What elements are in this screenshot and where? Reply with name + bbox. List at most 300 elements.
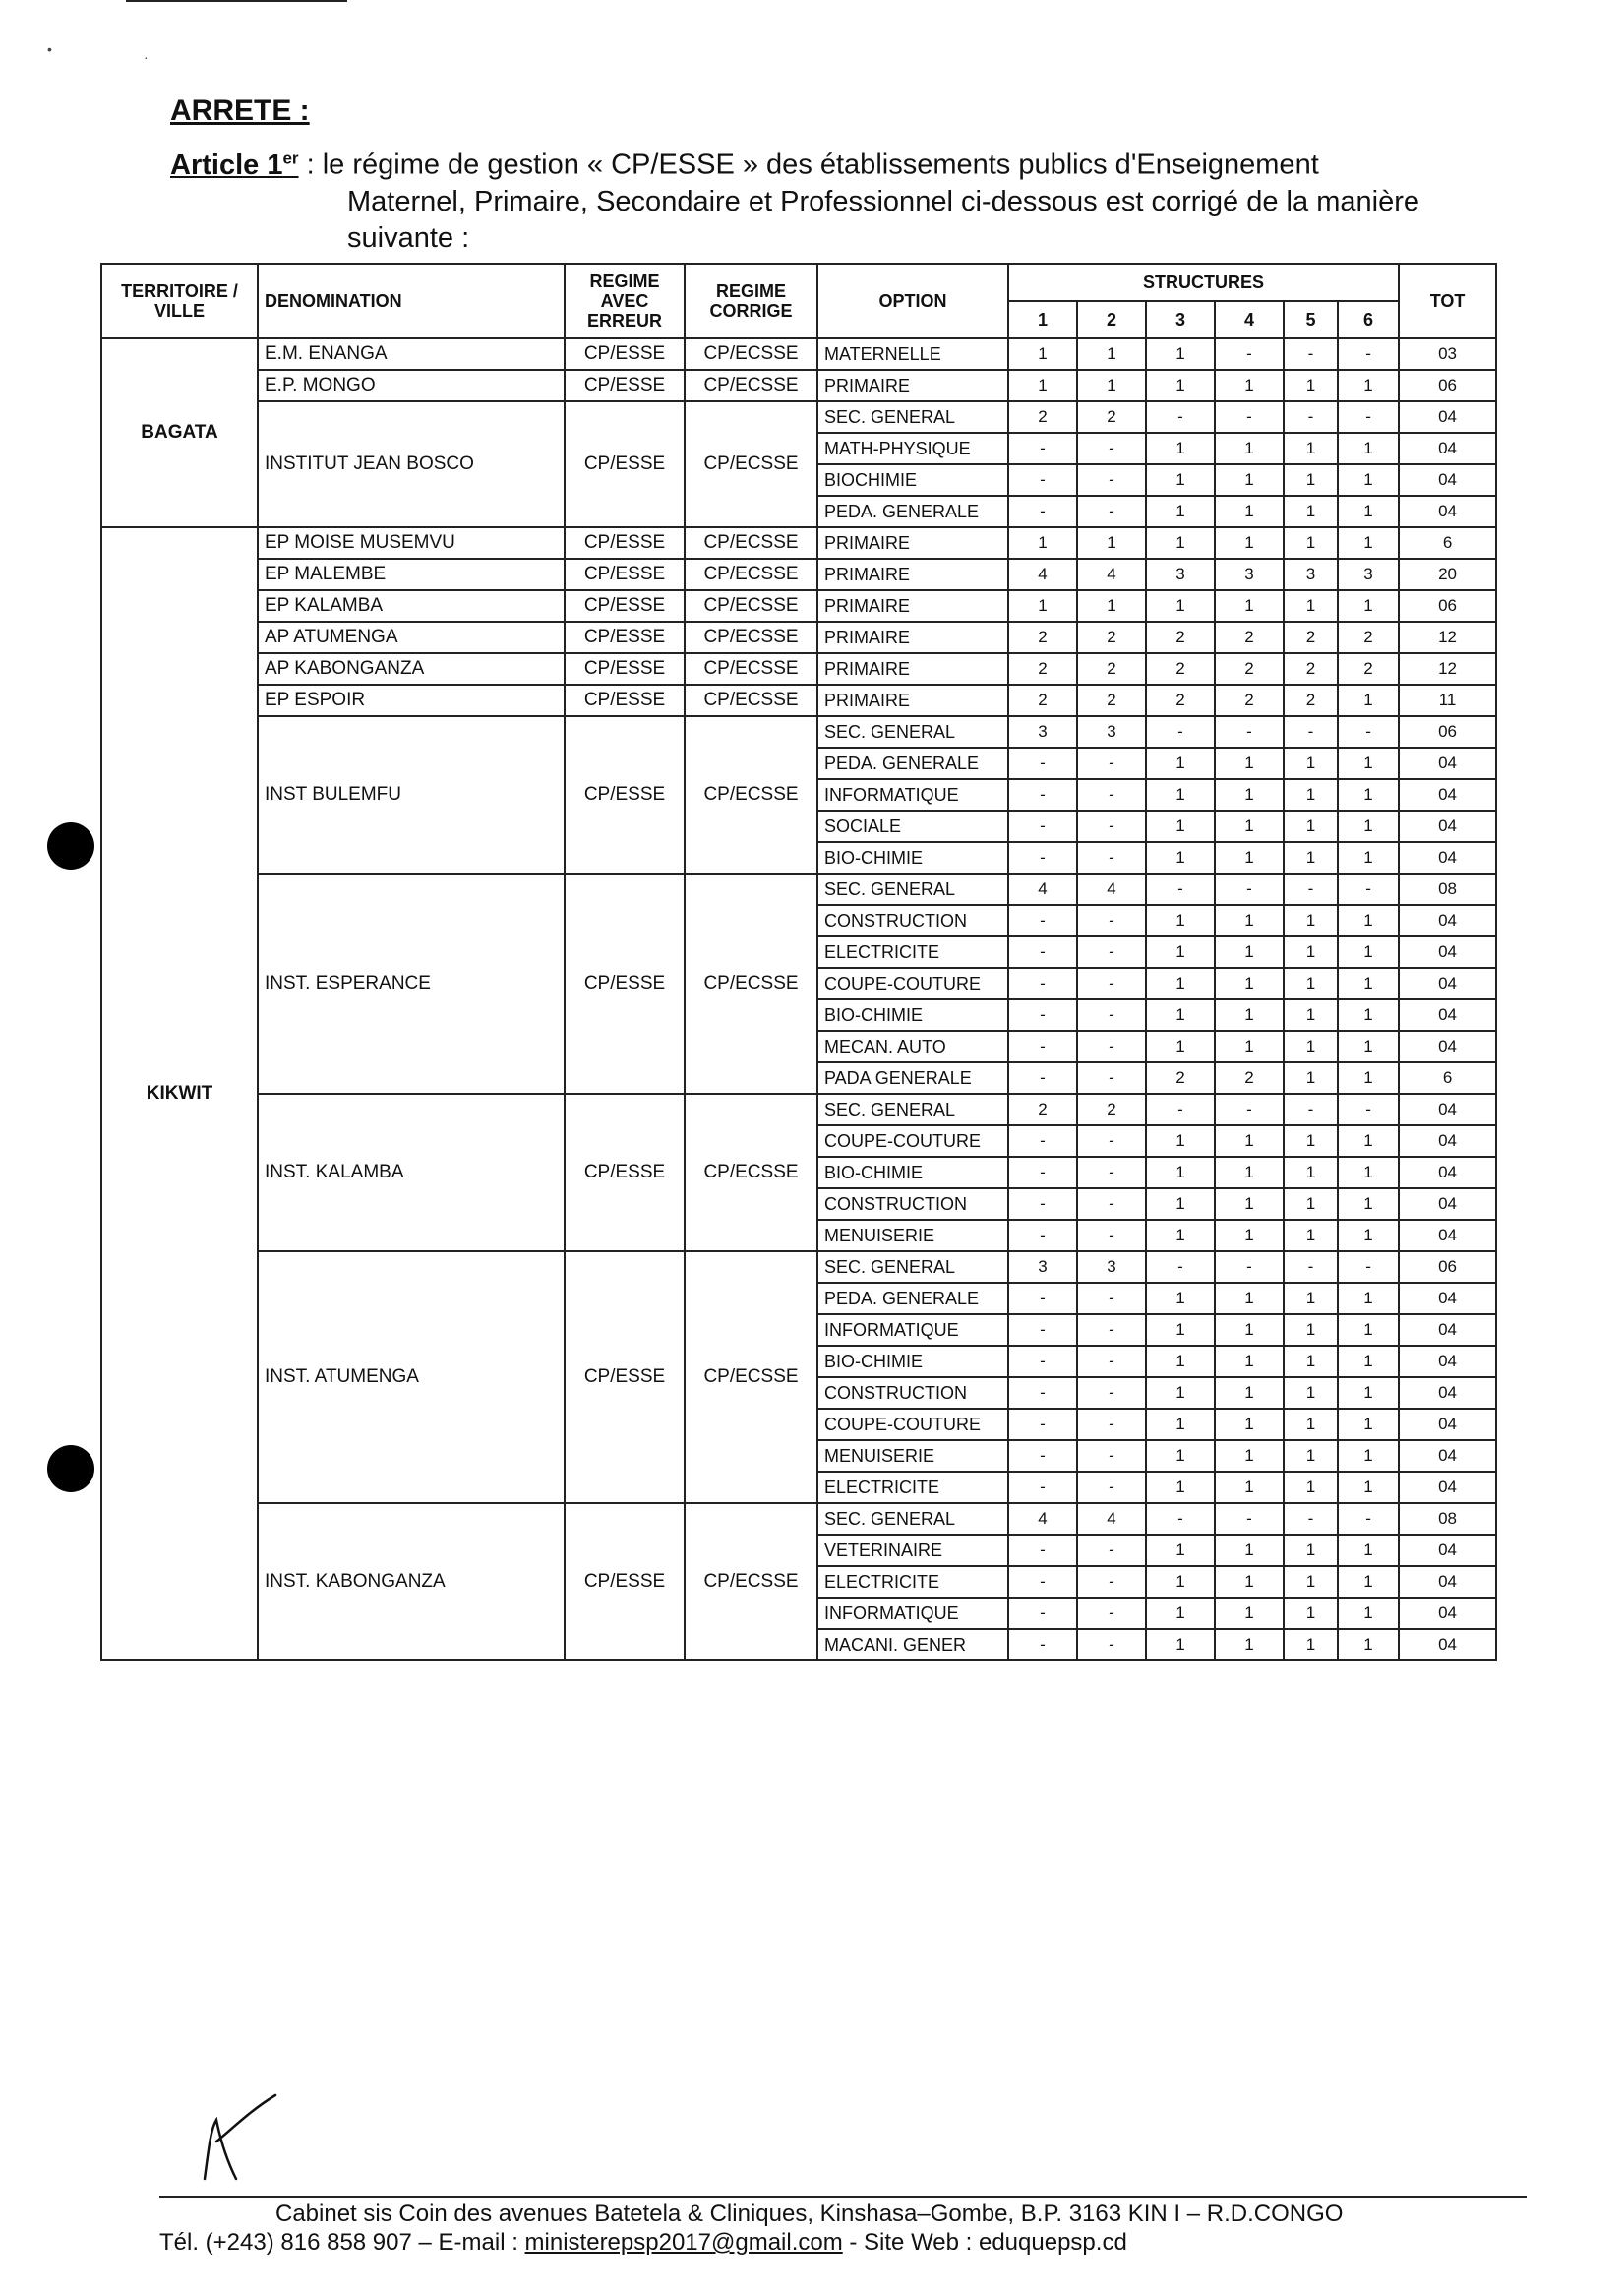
structure-cell-6: 2 bbox=[1338, 653, 1399, 685]
structure-cell-2: 4 bbox=[1077, 1503, 1146, 1535]
total-cell: 04 bbox=[1399, 811, 1496, 842]
structure-cell-5: 1 bbox=[1284, 1598, 1338, 1629]
structure-cell-4: - bbox=[1215, 401, 1284, 433]
article-first-line: Article 1er : le régime de gestion « CP/ESSE » des établissements publics d'Enseignement bbox=[170, 149, 1319, 181]
territory-cell: KIKWIT bbox=[101, 527, 258, 1660]
structure-cell-1: - bbox=[1008, 433, 1077, 464]
structure-cell-3: 1 bbox=[1146, 1566, 1215, 1598]
table-row bbox=[101, 370, 1496, 401]
table-row bbox=[101, 559, 1496, 590]
structure-cell-2: - bbox=[1077, 1188, 1146, 1220]
structure-cell-4: 1 bbox=[1215, 1409, 1284, 1440]
structure-cell-2: - bbox=[1077, 811, 1146, 842]
structure-cell-2: - bbox=[1077, 433, 1146, 464]
regime-corrige-cell: CP/ECSSE bbox=[685, 874, 817, 1094]
total-cell: 04 bbox=[1399, 401, 1496, 433]
option-cell: SEC. GENERAL bbox=[817, 1503, 1008, 1535]
structure-cell-1: - bbox=[1008, 1535, 1077, 1566]
structure-cell-4: - bbox=[1215, 1251, 1284, 1283]
structure-cell-4: - bbox=[1215, 716, 1284, 748]
school-name-cell: INST. ESPERANCE bbox=[258, 874, 565, 1094]
regime-erreur-cell: CP/ESSE bbox=[565, 401, 685, 527]
structure-cell-5: 1 bbox=[1284, 590, 1338, 622]
header-territoire: TERRITOIRE / VILLE bbox=[101, 264, 258, 338]
structure-cell-6: 1 bbox=[1338, 1629, 1399, 1660]
total-cell: 04 bbox=[1399, 1157, 1496, 1188]
structure-cell-2: 2 bbox=[1077, 622, 1146, 653]
structure-cell-3: - bbox=[1146, 1251, 1215, 1283]
structure-cell-1: - bbox=[1008, 842, 1077, 874]
structure-cell-6: 1 bbox=[1338, 1535, 1399, 1566]
structure-cell-6: - bbox=[1338, 338, 1399, 370]
option-cell: SEC. GENERAL bbox=[817, 716, 1008, 748]
total-cell: 04 bbox=[1399, 748, 1496, 779]
total-cell: 04 bbox=[1399, 1188, 1496, 1220]
total-cell: 04 bbox=[1399, 496, 1496, 527]
school-name-cell: AP ATUMENGA bbox=[258, 622, 565, 653]
structure-cell-5: 1 bbox=[1284, 1314, 1338, 1346]
structure-cell-1: - bbox=[1008, 1346, 1077, 1377]
structure-cell-6: 1 bbox=[1338, 999, 1399, 1031]
structure-cell-2: - bbox=[1077, 968, 1146, 999]
option-cell: BIO-CHIMIE bbox=[817, 1157, 1008, 1188]
total-cell: 04 bbox=[1399, 779, 1496, 811]
structure-cell-5: 1 bbox=[1284, 1220, 1338, 1251]
total-cell: 04 bbox=[1399, 1409, 1496, 1440]
regime-erreur-cell: CP/ESSE bbox=[565, 370, 685, 401]
structure-cell-5: - bbox=[1284, 401, 1338, 433]
header-col-4: 4 bbox=[1215, 301, 1284, 338]
option-cell: MECAN. AUTO bbox=[817, 1031, 1008, 1062]
total-cell: 04 bbox=[1399, 968, 1496, 999]
structure-cell-6: 1 bbox=[1338, 748, 1399, 779]
structure-cell-6: 1 bbox=[1338, 496, 1399, 527]
structure-cell-5: 1 bbox=[1284, 1125, 1338, 1157]
structure-cell-2: - bbox=[1077, 999, 1146, 1031]
structure-cell-5: - bbox=[1284, 338, 1338, 370]
structure-cell-1: - bbox=[1008, 1188, 1077, 1220]
structure-cell-2: - bbox=[1077, 1598, 1146, 1629]
structure-cell-6: 1 bbox=[1338, 1125, 1399, 1157]
structure-cell-5: 1 bbox=[1284, 496, 1338, 527]
total-cell: 04 bbox=[1399, 1535, 1496, 1566]
option-cell: CONSTRUCTION bbox=[817, 1377, 1008, 1409]
regime-corrige-cell: CP/ECSSE bbox=[685, 622, 817, 653]
option-cell: PRIMAIRE bbox=[817, 559, 1008, 590]
structure-cell-5: - bbox=[1284, 1503, 1338, 1535]
structure-cell-6: 1 bbox=[1338, 1598, 1399, 1629]
structure-cell-3: 1 bbox=[1146, 1031, 1215, 1062]
structure-cell-4: 2 bbox=[1215, 622, 1284, 653]
school-name-cell: INST. ATUMENGA bbox=[258, 1251, 565, 1503]
structure-cell-4: 1 bbox=[1215, 905, 1284, 936]
structure-cell-1: - bbox=[1008, 999, 1077, 1031]
structure-cell-6: - bbox=[1338, 1503, 1399, 1535]
regime-erreur-cell: CP/ESSE bbox=[565, 338, 685, 370]
structure-cell-2: - bbox=[1077, 1629, 1146, 1660]
structure-cell-6: - bbox=[1338, 1094, 1399, 1125]
structure-cell-3: 1 bbox=[1146, 1535, 1215, 1566]
structure-cell-5: 1 bbox=[1284, 433, 1338, 464]
total-cell: 6 bbox=[1399, 527, 1496, 559]
structure-cell-1: - bbox=[1008, 1409, 1077, 1440]
option-cell: SEC. GENERAL bbox=[817, 401, 1008, 433]
structure-cell-2: - bbox=[1077, 1377, 1146, 1409]
structure-cell-1: 2 bbox=[1008, 1094, 1077, 1125]
regime-erreur-cell: CP/ESSE bbox=[565, 716, 685, 874]
structure-cell-6: 1 bbox=[1338, 1346, 1399, 1377]
structure-cell-2: - bbox=[1077, 779, 1146, 811]
structure-cell-3: 1 bbox=[1146, 1125, 1215, 1157]
option-cell: SEC. GENERAL bbox=[817, 1251, 1008, 1283]
structure-cell-6: 1 bbox=[1338, 936, 1399, 968]
structure-cell-1: 2 bbox=[1008, 401, 1077, 433]
structure-cell-4: 1 bbox=[1215, 1377, 1284, 1409]
structure-cell-5: 1 bbox=[1284, 811, 1338, 842]
structure-cell-3: 1 bbox=[1146, 1598, 1215, 1629]
structure-cell-6: 1 bbox=[1338, 1566, 1399, 1598]
structure-cell-6: 1 bbox=[1338, 1377, 1399, 1409]
structure-cell-2: 1 bbox=[1077, 527, 1146, 559]
structure-cell-1: - bbox=[1008, 1031, 1077, 1062]
structure-cell-1: - bbox=[1008, 748, 1077, 779]
footer-email-link[interactable]: ministerepsp2017@gmail.com bbox=[524, 2229, 843, 2256]
structure-cell-2: 3 bbox=[1077, 716, 1146, 748]
option-cell: VETERINAIRE bbox=[817, 1535, 1008, 1566]
total-cell: 6 bbox=[1399, 1062, 1496, 1094]
structure-cell-1: - bbox=[1008, 811, 1077, 842]
structure-cell-6: 1 bbox=[1338, 1031, 1399, 1062]
structure-cell-3: 1 bbox=[1146, 1346, 1215, 1377]
footer-contact: Tél. (+243) 816 858 907 – E-mail : ministerepsp2017@gmail.com - Site Web : eduquepsp.cd bbox=[159, 2229, 1127, 2256]
total-cell: 04 bbox=[1399, 1094, 1496, 1125]
option-cell: CONSTRUCTION bbox=[817, 1188, 1008, 1220]
total-cell: 06 bbox=[1399, 370, 1496, 401]
structure-cell-1: 2 bbox=[1008, 685, 1077, 716]
structure-cell-2: - bbox=[1077, 1283, 1146, 1314]
regime-corrige-cell: CP/ECSSE bbox=[685, 370, 817, 401]
option-cell: PEDA. GENERALE bbox=[817, 496, 1008, 527]
structure-cell-4: - bbox=[1215, 1503, 1284, 1535]
structure-cell-6: 2 bbox=[1338, 622, 1399, 653]
structure-cell-6: 1 bbox=[1338, 968, 1399, 999]
article-1 bbox=[170, 140, 1419, 257]
structure-cell-1: - bbox=[1008, 1125, 1077, 1157]
structure-cell-1: 4 bbox=[1008, 1503, 1077, 1535]
structure-cell-1: - bbox=[1008, 1062, 1077, 1094]
structure-cell-5: 3 bbox=[1284, 559, 1338, 590]
structure-cell-2: 3 bbox=[1077, 1251, 1146, 1283]
option-cell: PRIMAIRE bbox=[817, 685, 1008, 716]
school-name-cell: EP KALAMBA bbox=[258, 590, 565, 622]
structure-cell-3: 1 bbox=[1146, 1283, 1215, 1314]
structure-cell-4: 2 bbox=[1215, 653, 1284, 685]
structure-cell-1: 3 bbox=[1008, 1251, 1077, 1283]
structure-cell-1: 1 bbox=[1008, 370, 1077, 401]
header-col-5: 5 bbox=[1284, 301, 1338, 338]
structure-cell-2: - bbox=[1077, 1566, 1146, 1598]
structure-cell-5: 1 bbox=[1284, 1535, 1338, 1566]
structure-cell-1: 4 bbox=[1008, 874, 1077, 905]
structure-cell-5: - bbox=[1284, 1251, 1338, 1283]
structure-cell-2: 2 bbox=[1077, 1094, 1146, 1125]
structure-cell-4: 1 bbox=[1215, 496, 1284, 527]
structure-cell-4: 1 bbox=[1215, 1629, 1284, 1660]
structure-cell-6: 1 bbox=[1338, 1314, 1399, 1346]
structure-cell-2: - bbox=[1077, 905, 1146, 936]
table-row bbox=[101, 527, 1496, 559]
structure-cell-4: - bbox=[1215, 338, 1284, 370]
decree-heading: ARRETE : bbox=[170, 94, 310, 127]
structure-cell-5: - bbox=[1284, 1094, 1338, 1125]
structure-cell-4: 1 bbox=[1215, 464, 1284, 496]
header-structures: STRUCTURES bbox=[1008, 264, 1399, 301]
structure-cell-2: 4 bbox=[1077, 874, 1146, 905]
structure-cell-2: - bbox=[1077, 1125, 1146, 1157]
table-row bbox=[101, 1094, 1496, 1125]
structure-cell-6: 1 bbox=[1338, 1440, 1399, 1472]
structure-cell-2: 2 bbox=[1077, 401, 1146, 433]
structure-cell-3: - bbox=[1146, 1503, 1215, 1535]
structure-cell-6: 1 bbox=[1338, 779, 1399, 811]
structure-cell-3: 1 bbox=[1146, 527, 1215, 559]
structure-cell-6: - bbox=[1338, 1251, 1399, 1283]
option-cell: COUPE-COUTURE bbox=[817, 1409, 1008, 1440]
structure-cell-3: 1 bbox=[1146, 464, 1215, 496]
structure-cell-5: 1 bbox=[1284, 464, 1338, 496]
option-cell: BIOCHIMIE bbox=[817, 464, 1008, 496]
structure-cell-1: 2 bbox=[1008, 622, 1077, 653]
option-cell: MATERNELLE bbox=[817, 338, 1008, 370]
structure-cell-4: 1 bbox=[1215, 1598, 1284, 1629]
total-cell: 12 bbox=[1399, 622, 1496, 653]
structure-cell-6: 1 bbox=[1338, 1409, 1399, 1440]
structure-cell-3: 1 bbox=[1146, 1157, 1215, 1188]
structure-cell-4: 1 bbox=[1215, 370, 1284, 401]
option-cell: INFORMATIQUE bbox=[817, 1598, 1008, 1629]
structure-cell-2: - bbox=[1077, 748, 1146, 779]
structure-cell-6: 3 bbox=[1338, 559, 1399, 590]
structure-cell-2: - bbox=[1077, 1220, 1146, 1251]
school-name-cell: EP ESPOIR bbox=[258, 685, 565, 716]
structure-cell-2: 1 bbox=[1077, 370, 1146, 401]
structure-cell-6: 1 bbox=[1338, 1157, 1399, 1188]
structure-cell-6: 1 bbox=[1338, 905, 1399, 936]
structure-cell-5: 1 bbox=[1284, 1440, 1338, 1472]
structure-cell-2: - bbox=[1077, 1314, 1146, 1346]
header-denomination: DENOMINATION bbox=[258, 264, 565, 338]
school-name-cell: E.P. MONGO bbox=[258, 370, 565, 401]
total-cell: 04 bbox=[1399, 1629, 1496, 1660]
header-tot: TOT bbox=[1399, 264, 1496, 338]
structure-cell-5: 1 bbox=[1284, 370, 1338, 401]
structure-cell-4: 1 bbox=[1215, 748, 1284, 779]
structure-cell-2: - bbox=[1077, 1535, 1146, 1566]
top-scan-rule bbox=[126, 0, 347, 2]
structure-cell-2: - bbox=[1077, 1031, 1146, 1062]
total-cell: 08 bbox=[1399, 1503, 1496, 1535]
structure-cell-3: - bbox=[1146, 874, 1215, 905]
structure-cell-5: 1 bbox=[1284, 1566, 1338, 1598]
structure-cell-3: 1 bbox=[1146, 1440, 1215, 1472]
structure-cell-6: - bbox=[1338, 716, 1399, 748]
structure-cell-5: 1 bbox=[1284, 999, 1338, 1031]
scan-speck: · bbox=[144, 49, 149, 65]
structure-cell-5: 2 bbox=[1284, 622, 1338, 653]
structure-cell-1: 3 bbox=[1008, 716, 1077, 748]
total-cell: 04 bbox=[1399, 842, 1496, 874]
structure-cell-4: 1 bbox=[1215, 1188, 1284, 1220]
regime-erreur-cell: CP/ESSE bbox=[565, 1094, 685, 1251]
school-name-cell: INST. KALAMBA bbox=[258, 1094, 565, 1251]
structure-cell-3: 1 bbox=[1146, 590, 1215, 622]
total-cell: 04 bbox=[1399, 1283, 1496, 1314]
option-cell: PEDA. GENERALE bbox=[817, 1283, 1008, 1314]
option-cell: PRIMAIRE bbox=[817, 370, 1008, 401]
structure-cell-5: - bbox=[1284, 874, 1338, 905]
school-name-cell: INSTITUT JEAN BOSCO bbox=[258, 401, 565, 527]
structure-cell-2: - bbox=[1077, 464, 1146, 496]
structure-cell-4: 2 bbox=[1215, 1062, 1284, 1094]
option-cell: ELECTRICITE bbox=[817, 936, 1008, 968]
structure-cell-1: 1 bbox=[1008, 590, 1077, 622]
option-cell: ELECTRICITE bbox=[817, 1472, 1008, 1503]
structure-cell-6: - bbox=[1338, 401, 1399, 433]
structure-cell-6: 1 bbox=[1338, 1062, 1399, 1094]
structure-cell-5: 1 bbox=[1284, 779, 1338, 811]
structure-cell-3: 1 bbox=[1146, 1472, 1215, 1503]
option-cell: PRIMAIRE bbox=[817, 653, 1008, 685]
structure-cell-4: 1 bbox=[1215, 842, 1284, 874]
structure-cell-3: 1 bbox=[1146, 1409, 1215, 1440]
structure-cell-6: 1 bbox=[1338, 1220, 1399, 1251]
structure-cell-1: - bbox=[1008, 1440, 1077, 1472]
regime-erreur-cell: CP/ESSE bbox=[565, 1503, 685, 1660]
structure-cell-1: - bbox=[1008, 905, 1077, 936]
structure-cell-1: - bbox=[1008, 1566, 1077, 1598]
school-name-cell: INST BULEMFU bbox=[258, 716, 565, 874]
total-cell: 04 bbox=[1399, 1440, 1496, 1472]
structure-cell-1: 2 bbox=[1008, 653, 1077, 685]
total-cell: 04 bbox=[1399, 1031, 1496, 1062]
structure-cell-2: 2 bbox=[1077, 653, 1146, 685]
structure-cell-4: 1 bbox=[1215, 527, 1284, 559]
structure-cell-5: 1 bbox=[1284, 968, 1338, 999]
structure-cell-3: 1 bbox=[1146, 433, 1215, 464]
structure-cell-5: 1 bbox=[1284, 905, 1338, 936]
structure-cell-5: 1 bbox=[1284, 1472, 1338, 1503]
structure-cell-5: 1 bbox=[1284, 1062, 1338, 1094]
regime-erreur-cell: CP/ESSE bbox=[565, 559, 685, 590]
structure-cell-1: - bbox=[1008, 936, 1077, 968]
structure-cell-3: 2 bbox=[1146, 622, 1215, 653]
structure-cell-5: 1 bbox=[1284, 842, 1338, 874]
regime-erreur-cell: CP/ESSE bbox=[565, 590, 685, 622]
school-name-cell: AP KABONGANZA bbox=[258, 653, 565, 685]
structure-cell-1: 1 bbox=[1008, 527, 1077, 559]
table-row bbox=[101, 401, 1496, 433]
structure-cell-5: 2 bbox=[1284, 685, 1338, 716]
structure-cell-3: 2 bbox=[1146, 653, 1215, 685]
structure-cell-4: 1 bbox=[1215, 590, 1284, 622]
total-cell: 06 bbox=[1399, 716, 1496, 748]
structure-cell-1: - bbox=[1008, 1283, 1077, 1314]
regime-corrige-cell: CP/ECSSE bbox=[685, 401, 817, 527]
structure-cell-5: 1 bbox=[1284, 1346, 1338, 1377]
total-cell: 04 bbox=[1399, 1472, 1496, 1503]
article-label: Article 1er bbox=[170, 149, 299, 181]
structure-cell-4: 1 bbox=[1215, 1535, 1284, 1566]
total-cell: 04 bbox=[1399, 464, 1496, 496]
structure-cell-6: 1 bbox=[1338, 685, 1399, 716]
structure-cell-5: - bbox=[1284, 716, 1338, 748]
structure-cell-3: 1 bbox=[1146, 1377, 1215, 1409]
option-cell: PRIMAIRE bbox=[817, 590, 1008, 622]
structure-cell-3: 1 bbox=[1146, 1220, 1215, 1251]
regime-corrige-cell: CP/ECSSE bbox=[685, 1094, 817, 1251]
structure-cell-3: 2 bbox=[1146, 685, 1215, 716]
structure-cell-4: 1 bbox=[1215, 968, 1284, 999]
structure-cell-3: 1 bbox=[1146, 496, 1215, 527]
total-cell: 08 bbox=[1399, 874, 1496, 905]
regime-erreur-cell: CP/ESSE bbox=[565, 622, 685, 653]
table-row bbox=[101, 1503, 1496, 1535]
total-cell: 04 bbox=[1399, 905, 1496, 936]
structure-cell-6: 1 bbox=[1338, 842, 1399, 874]
header-col-3: 3 bbox=[1146, 301, 1215, 338]
total-cell: 04 bbox=[1399, 1566, 1496, 1598]
structure-cell-1: - bbox=[1008, 1314, 1077, 1346]
option-cell: ELECTRICITE bbox=[817, 1566, 1008, 1598]
option-cell: MENUISERIE bbox=[817, 1220, 1008, 1251]
structure-cell-5: 1 bbox=[1284, 1629, 1338, 1660]
option-cell: PADA GENERALE bbox=[817, 1062, 1008, 1094]
total-cell: 04 bbox=[1399, 1598, 1496, 1629]
regime-corrige-cell: CP/ECSSE bbox=[685, 1251, 817, 1503]
option-cell: CONSTRUCTION bbox=[817, 905, 1008, 936]
structure-cell-3: 1 bbox=[1146, 811, 1215, 842]
schools-table bbox=[100, 263, 1497, 1661]
structure-cell-1: - bbox=[1008, 464, 1077, 496]
structure-cell-3: 1 bbox=[1146, 1314, 1215, 1346]
regime-erreur-cell: CP/ESSE bbox=[565, 527, 685, 559]
structure-cell-3: - bbox=[1146, 401, 1215, 433]
option-cell: COUPE-COUTURE bbox=[817, 1125, 1008, 1157]
structure-cell-1: - bbox=[1008, 1598, 1077, 1629]
structure-cell-2: 1 bbox=[1077, 590, 1146, 622]
structure-cell-3: 1 bbox=[1146, 968, 1215, 999]
structure-cell-4: 1 bbox=[1215, 779, 1284, 811]
structure-cell-6: 1 bbox=[1338, 1472, 1399, 1503]
binder-hole bbox=[47, 822, 94, 870]
structure-cell-1: - bbox=[1008, 968, 1077, 999]
header-col-1: 1 bbox=[1008, 301, 1077, 338]
structure-cell-6: 1 bbox=[1338, 527, 1399, 559]
article-body: Maternel, Primaire, Secondaire et Professionnel ci-dessous est corrigé de la manière suivante : bbox=[347, 185, 1419, 254]
structure-cell-4: 3 bbox=[1215, 559, 1284, 590]
structure-cell-3: 1 bbox=[1146, 779, 1215, 811]
structure-cell-3: - bbox=[1146, 716, 1215, 748]
structure-cell-4: 1 bbox=[1215, 1566, 1284, 1598]
structure-cell-2: - bbox=[1077, 1157, 1146, 1188]
structure-cell-3: 1 bbox=[1146, 1188, 1215, 1220]
school-name-cell: EP MALEMBE bbox=[258, 559, 565, 590]
regime-erreur-cell: CP/ESSE bbox=[565, 874, 685, 1094]
structure-cell-2: - bbox=[1077, 842, 1146, 874]
structure-cell-6: 1 bbox=[1338, 1283, 1399, 1314]
structure-cell-2: - bbox=[1077, 496, 1146, 527]
option-cell: SOCIALE bbox=[817, 811, 1008, 842]
